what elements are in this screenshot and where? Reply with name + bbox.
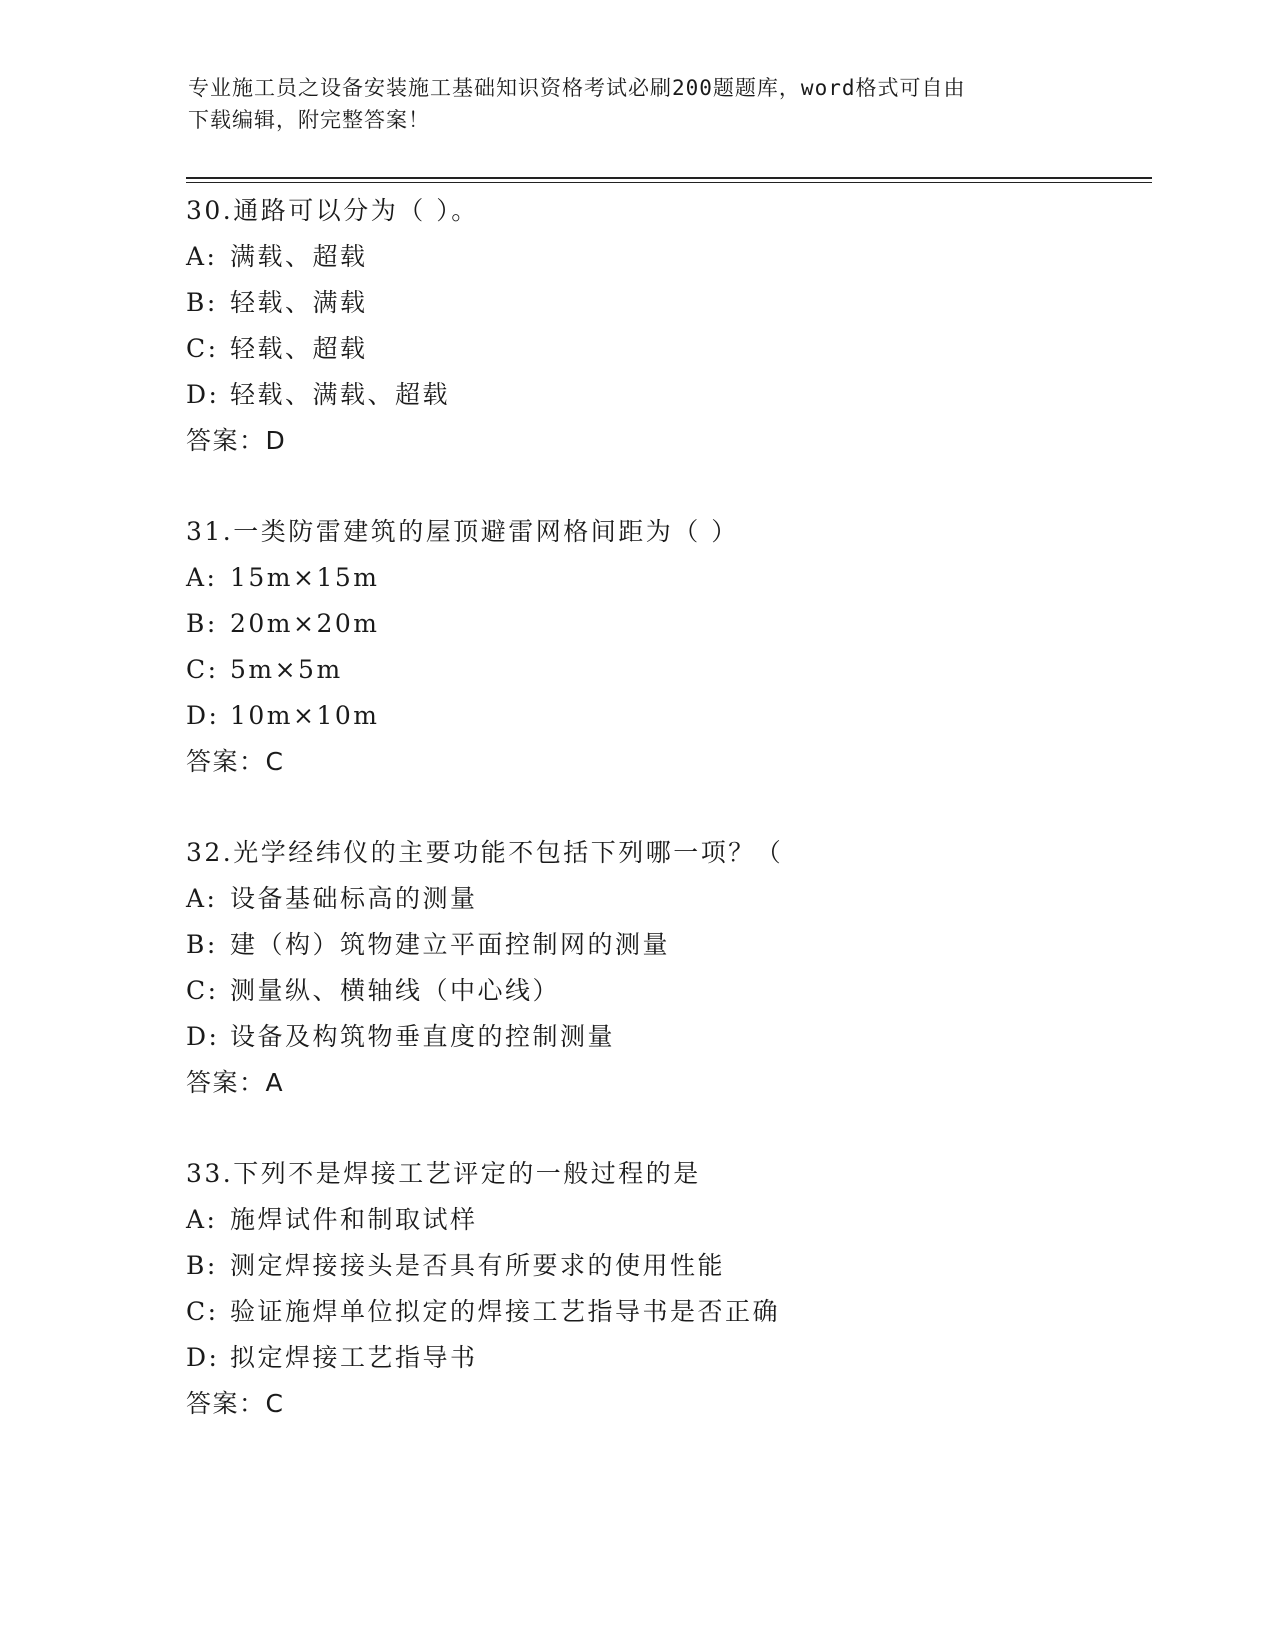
option-a <box>186 555 1146 601</box>
option-c <box>186 968 1146 1014</box>
question-stem: 33.下列不是焊接工艺评定的一般过程的是 <box>186 1159 701 1188</box>
option-letter: A: <box>186 242 218 271</box>
option-b <box>186 601 1146 647</box>
answer-line: 答案：A <box>186 1068 285 1097</box>
option-letter: A: <box>186 884 218 913</box>
option-d <box>186 693 1146 739</box>
option-c <box>186 326 1146 372</box>
option-letter: B: <box>186 930 218 959</box>
option-text: 建（构）筑物建立平面控制网的测量 <box>230 930 671 959</box>
option-text: 20m×20m <box>230 609 380 638</box>
option-letter: A: <box>186 1205 218 1234</box>
answer-line: 答案：C <box>186 747 285 776</box>
option-c <box>186 1289 1146 1335</box>
option-letter: C: <box>186 1297 219 1326</box>
option-d <box>186 372 1146 418</box>
option-c <box>186 647 1146 693</box>
question-list <box>186 188 1146 1472</box>
option-letter: D: <box>186 1343 220 1372</box>
question-33 <box>186 1151 1146 1427</box>
option-a <box>186 1197 1146 1243</box>
option-text: 15m×15m <box>230 563 380 592</box>
question-30 <box>186 188 1146 464</box>
option-letter: B: <box>186 1251 218 1280</box>
option-letter: A: <box>186 563 218 592</box>
option-text: 10m×10m <box>230 701 380 730</box>
question-31 <box>186 509 1146 785</box>
option-d <box>186 1014 1146 1060</box>
answer-line: 答案：D <box>186 426 287 455</box>
option-text: 拟定焊接工艺指导书 <box>230 1343 478 1372</box>
option-b <box>186 1243 1146 1289</box>
question-stem: 30.通路可以分为（ ）。 <box>186 196 479 225</box>
answer-line: 答案：C <box>186 1389 285 1418</box>
question-stem: 32.光学经纬仪的主要功能不包括下列哪一项？（ <box>186 838 784 867</box>
header-line-2: 下载编辑，附完整答案！ <box>188 108 430 132</box>
option-letter: C: <box>186 655 219 684</box>
option-text: 设备及构筑物垂直度的控制测量 <box>230 1022 616 1051</box>
option-letter: D: <box>186 380 220 409</box>
option-text: 验证施焊单位拟定的焊接工艺指导书是否正确 <box>230 1297 781 1326</box>
option-text: 轻载、满载 <box>230 288 368 317</box>
option-text: 设备基础标高的测量 <box>230 884 478 913</box>
option-b <box>186 280 1146 326</box>
option-text: 满载、超载 <box>230 242 368 271</box>
option-b <box>186 922 1146 968</box>
option-text: 施焊试件和制取试样 <box>230 1205 478 1234</box>
option-text: 轻载、满载、超载 <box>230 380 451 409</box>
header-divider-thin <box>186 182 1152 183</box>
option-letter: C: <box>186 334 219 363</box>
option-letter: D: <box>186 1022 220 1051</box>
option-a <box>186 876 1146 922</box>
option-a <box>186 234 1146 280</box>
option-text: 测定焊接接头是否具有所要求的使用性能 <box>230 1251 726 1280</box>
question-32 <box>186 830 1146 1106</box>
option-d <box>186 1335 1146 1381</box>
option-letter: D: <box>186 701 220 730</box>
option-letter: C: <box>186 976 219 1005</box>
document-header <box>188 72 1088 136</box>
option-text: 测量纵、横轴线（中心线） <box>230 976 561 1005</box>
option-text: 轻载、超载 <box>230 334 368 363</box>
option-letter: B: <box>186 609 218 638</box>
header-divider-thick <box>186 177 1152 179</box>
option-text: 5m×5m <box>230 655 343 684</box>
header-line-1: 专业施工员之设备安装施工基础知识资格考试必刷200题题库，word格式可自由 <box>188 76 966 100</box>
option-letter: B: <box>186 288 218 317</box>
question-stem: 31.一类防雷建筑的屋顶避雷网格间距为（ ） <box>186 517 739 546</box>
